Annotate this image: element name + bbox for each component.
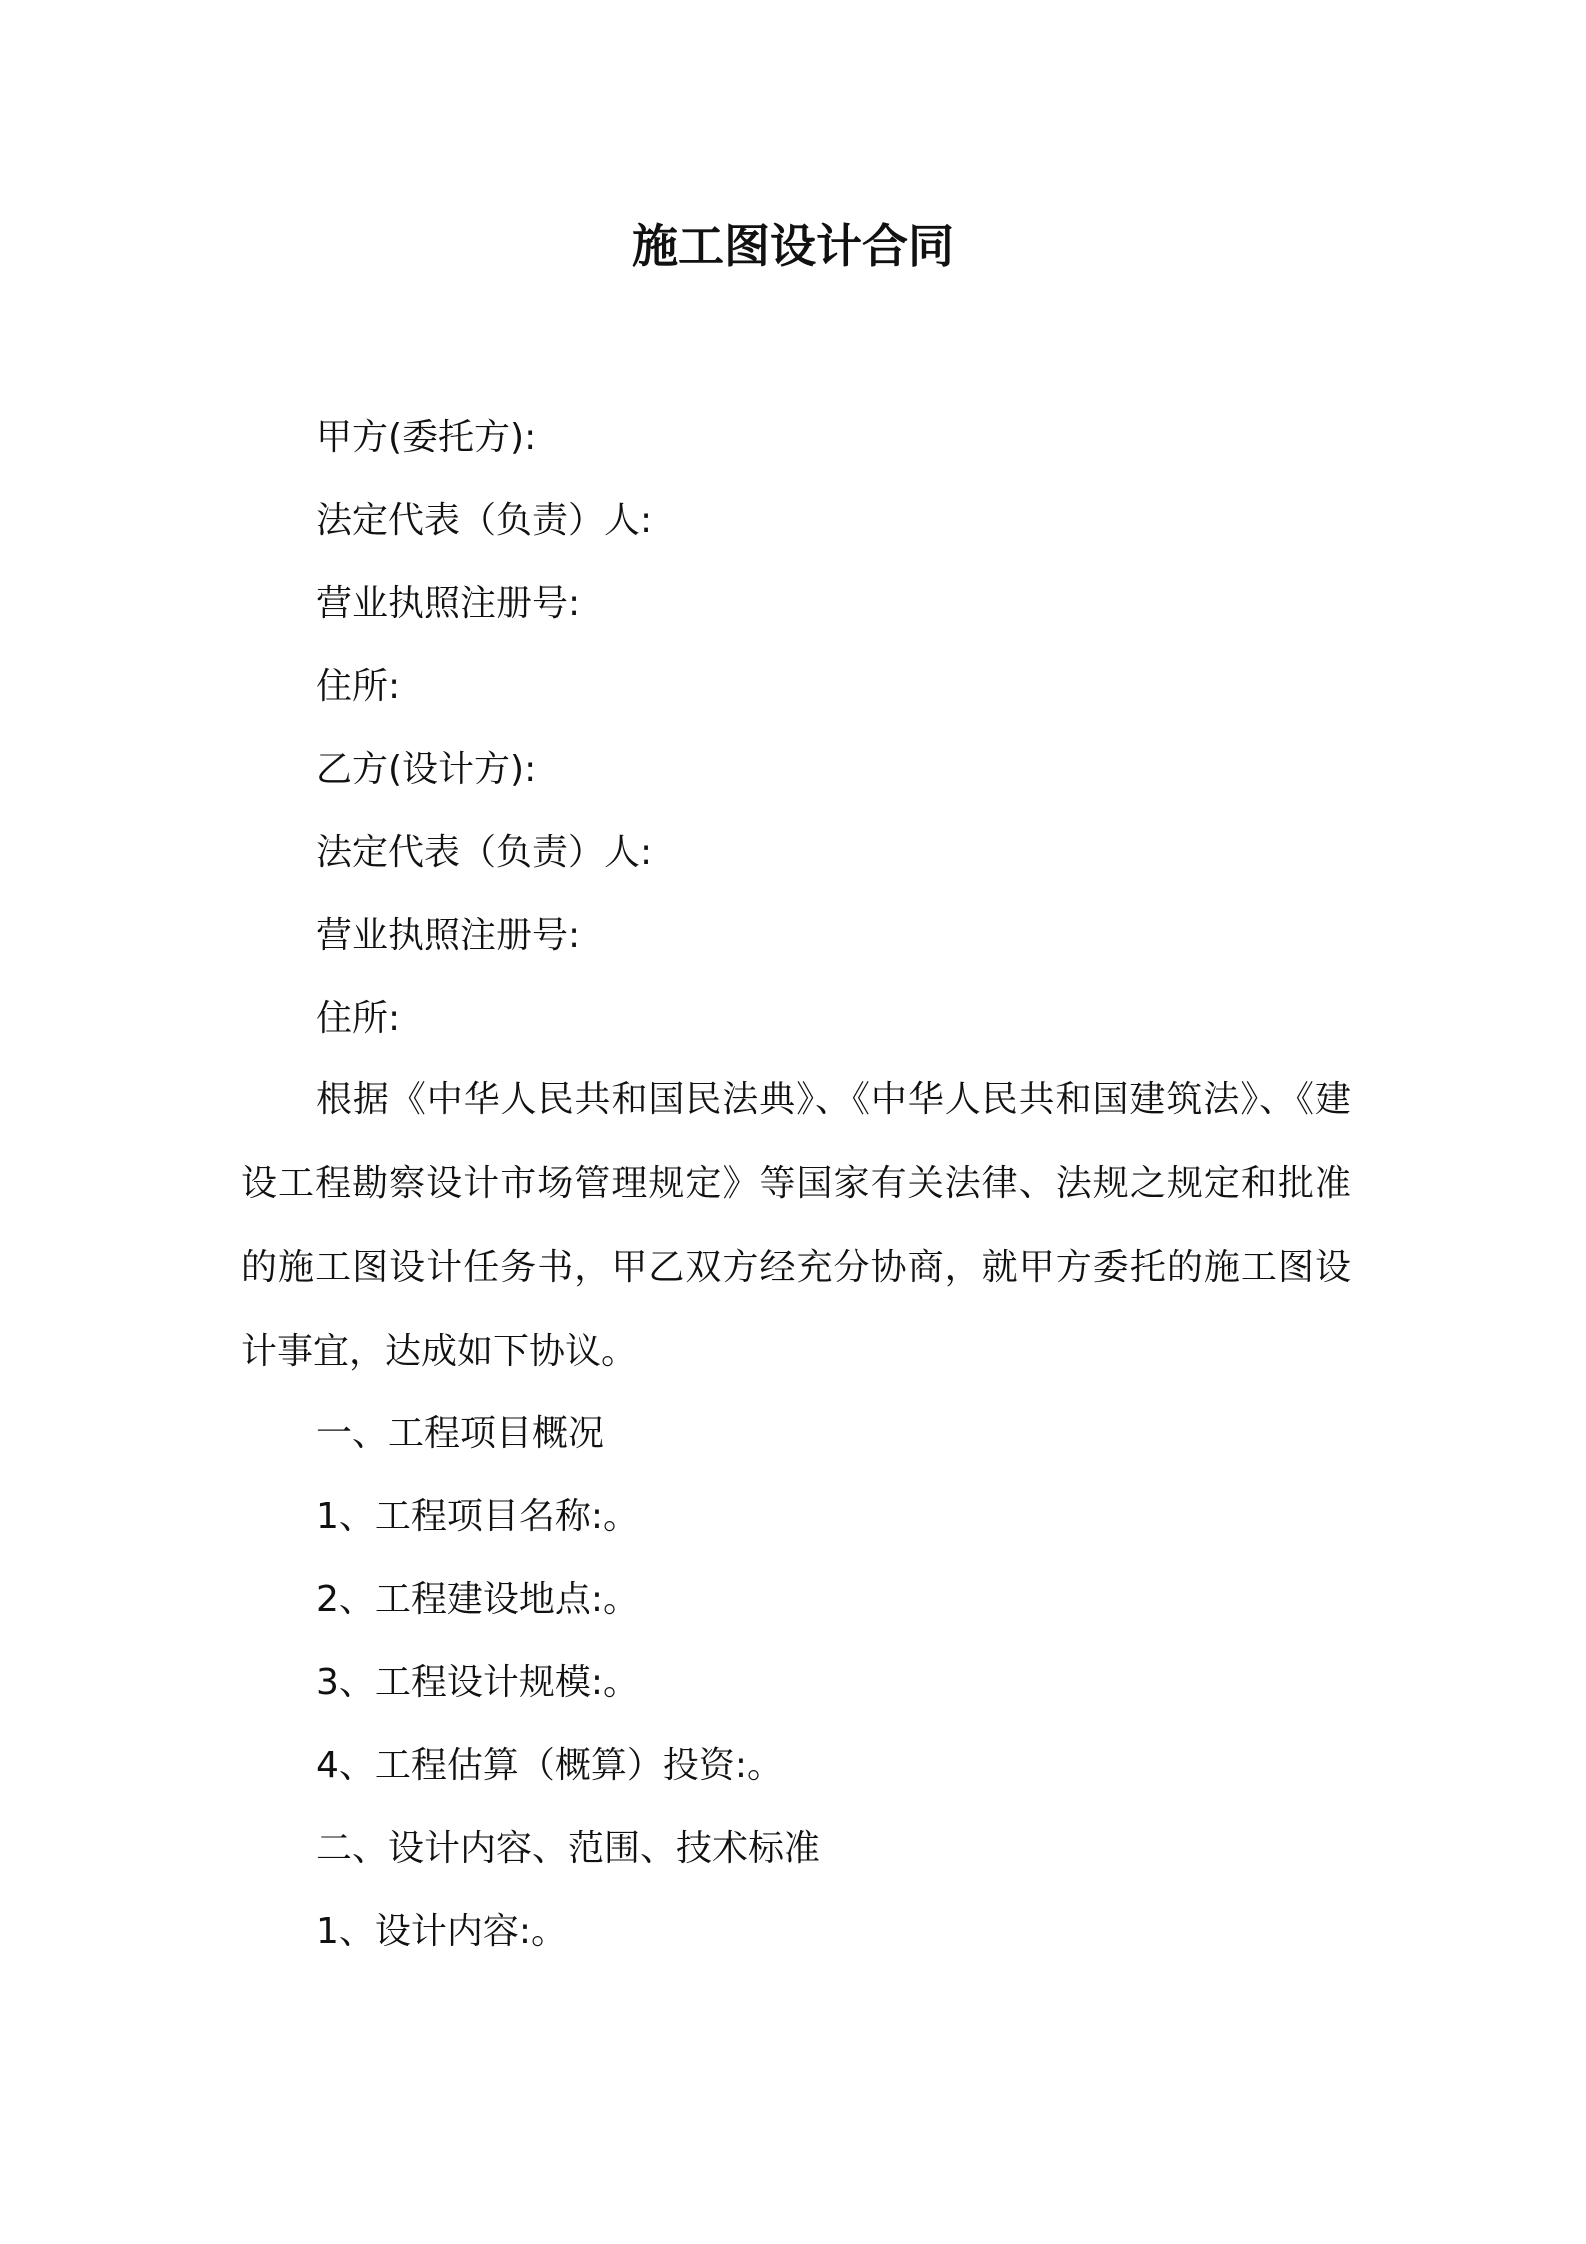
section-1-item: 4、工程估算（概算）投资:。 <box>316 1745 784 1786</box>
section-1-heading: 一、工程项目概况 <box>316 1413 605 1454</box>
section-1-item: 2、工程建设地点:。 <box>316 1579 640 1620</box>
section-1-item: 3、工程设计规模:。 <box>316 1662 640 1703</box>
party-b-address-label: 住所: <box>316 998 401 1039</box>
section-2-item: 1、设计内容:。 <box>316 1911 568 1952</box>
party-b-license-label: 营业执照注册号: <box>316 915 581 956</box>
document-title: 施工图设计合同 <box>632 219 954 273</box>
preamble-paragraph: 根据《中华人民共和国民法典》、《中华人民共和国建筑法》、《建设工程勘察设计市场管理规定》等国家有关法律、法规之规定和批准的施工图设计任务书，甲乙双方经充分协商，就甲方委托的施工图设计事宜，达成如下协议。 <box>241 1079 1351 1372</box>
party-a-address-label: 住所: <box>316 666 401 707</box>
party-b-name-label: 乙方(设计方): <box>316 749 537 790</box>
party-a-name-label: 甲方(委托方): <box>316 417 537 458</box>
party-b-rep-label: 法定代表（负责）人: <box>316 832 653 873</box>
party-a-rep-label: 法定代表（负责）人: <box>316 500 653 541</box>
section-2-heading: 二、设计内容、范围、技术标准 <box>316 1828 821 1869</box>
party-a-license-label: 营业执照注册号: <box>316 583 581 624</box>
section-1-item: 1、工程项目名称:。 <box>316 1496 640 1537</box>
